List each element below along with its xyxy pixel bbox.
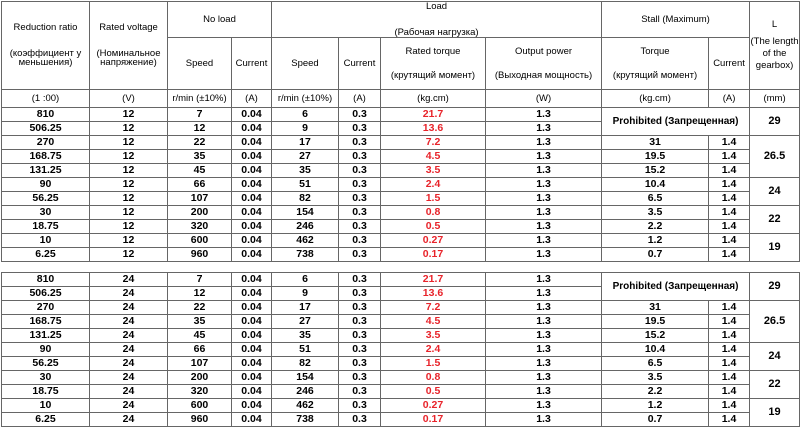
rated-torque-cell: 4.5 [381, 150, 486, 164]
load-speed-cell: 51 [272, 343, 339, 357]
no-load-current-cell: 0.04 [232, 329, 272, 343]
load-current-cell: 0.3 [339, 357, 381, 371]
length-cell: 29 [750, 108, 800, 136]
voltage-cell: 12 [90, 220, 168, 234]
table-row [2, 357, 800, 371]
no-load-current-cell: 0.04 [232, 108, 272, 122]
rated-torque-cell: 1.5 [381, 357, 486, 371]
output-power-cell: 1.3 [486, 329, 602, 343]
load-current-cell: 0.3 [339, 287, 381, 301]
table-row [2, 108, 800, 122]
load-speed-cell: 35 [272, 329, 339, 343]
output-power-cell: 1.3 [486, 136, 602, 150]
load-current-cell: 0.3 [339, 234, 381, 248]
rated-torque-cell: 13.6 [381, 122, 486, 136]
output-power-cell: 1.3 [486, 206, 602, 220]
load-current-cell: 0.3 [339, 136, 381, 150]
reduction-ratio-header [2, 2, 90, 90]
rated-torque-cell: 1.5 [381, 192, 486, 206]
ratio-cell: 10 [2, 234, 90, 248]
rated-torque-cell: 0.27 [381, 399, 486, 413]
table-row [2, 329, 800, 343]
no-load-speed-cell: 45 [168, 329, 232, 343]
load-speed-cell: 9 [272, 287, 339, 301]
stall-torque-cell: 0.7 [602, 248, 709, 262]
stall-current-cell: 1.4 [709, 315, 750, 329]
no-load-speed-cell: 600 [168, 399, 232, 413]
ratio-cell: 506.25 [2, 122, 90, 136]
unit-stall-torque: (kg.cm) [602, 90, 709, 108]
output-power-cell: 1.3 [486, 273, 602, 287]
load-current-cell: 0.3 [339, 315, 381, 329]
ratio-cell: 6.25 [2, 413, 90, 427]
ratio-cell: 56.25 [2, 192, 90, 206]
table-row [2, 343, 800, 357]
no-load-speed-cell: 107 [168, 192, 232, 206]
stall-current-cell: 1.4 [709, 301, 750, 315]
table-row [2, 248, 800, 262]
stall-torque-cell: 6.5 [602, 357, 709, 371]
voltage-cell: 24 [90, 287, 168, 301]
unit-no-load-speed: r/min (±10%) [168, 90, 232, 108]
no-load-current-cell: 0.04 [232, 301, 272, 315]
length-cell: 29 [750, 273, 800, 301]
load-current-cell: 0.3 [339, 164, 381, 178]
no-load-current-cell: 0.04 [232, 192, 272, 206]
rated-torque-cell: 0.27 [381, 234, 486, 248]
ratio-cell: 10 [2, 399, 90, 413]
unit-load-current: (A) [339, 90, 381, 108]
rated-torque-cell: 0.8 [381, 206, 486, 220]
stall-torque-cell: 19.5 [602, 315, 709, 329]
table-row [2, 301, 800, 315]
table-row [2, 220, 800, 234]
voltage-cell: 24 [90, 371, 168, 385]
no-load-current-cell: 0.04 [232, 164, 272, 178]
rated-voltage-title-ru: (Номинальное напряжение) [96, 47, 161, 69]
stall-torque-cell: 31 [602, 136, 709, 150]
voltage-cell: 24 [90, 301, 168, 315]
stall-current-cell: 1.4 [709, 399, 750, 413]
load-speed-cell: 17 [272, 136, 339, 150]
voltage-cell: 12 [90, 234, 168, 248]
unit-no-load-current: (A) [232, 90, 272, 108]
load-speed-cell: 246 [272, 220, 339, 234]
stall-torque-cell: 15.2 [602, 164, 709, 178]
stall-current-cell: 1.4 [709, 248, 750, 262]
load-title: Load [425, 1, 448, 12]
output-power-header [486, 38, 602, 90]
length-cell: 24 [750, 178, 800, 206]
length-cell: 24 [750, 343, 800, 371]
no-load-current-cell: 0.04 [232, 234, 272, 248]
output-power-title-ru: (Выходная мощность) [494, 69, 593, 81]
unit-rated-torque: (kg.cm) [381, 90, 486, 108]
load-current-cell: 0.3 [339, 150, 381, 164]
no-load-current-cell: 0.04 [232, 413, 272, 427]
load-speed-cell: 6 [272, 273, 339, 287]
no-load-header: No load [168, 2, 272, 38]
output-power-cell: 1.3 [486, 178, 602, 192]
load-current-cell: 0.3 [339, 248, 381, 262]
length-cell: 19 [750, 234, 800, 262]
voltage-cell: 12 [90, 122, 168, 136]
load-speed-cell: 154 [272, 371, 339, 385]
no-load-current-cell: 0.04 [232, 206, 272, 220]
ratio-cell: 131.25 [2, 329, 90, 343]
ratio-cell: 30 [2, 371, 90, 385]
no-load-speed-cell: 12 [168, 287, 232, 301]
stall-torque-cell: 3.5 [602, 371, 709, 385]
no-load-speed-cell: 12 [168, 122, 232, 136]
rated-torque-cell: 0.5 [381, 220, 486, 234]
output-power-cell: 1.3 [486, 234, 602, 248]
stall-current-cell: 1.4 [709, 150, 750, 164]
ratio-cell: 18.75 [2, 385, 90, 399]
length-cell: 19 [750, 399, 800, 427]
rated-torque-cell: 3.5 [381, 329, 486, 343]
load-speed-cell: 738 [272, 248, 339, 262]
load-speed-cell: 17 [272, 301, 339, 315]
load-speed-cell: 462 [272, 399, 339, 413]
length-title: L [771, 19, 778, 31]
no-load-speed-cell: 200 [168, 206, 232, 220]
load-speed-cell: 246 [272, 385, 339, 399]
load-current-cell: 0.3 [339, 192, 381, 206]
no-load-current-cell: 0.04 [232, 287, 272, 301]
output-power-cell: 1.3 [486, 315, 602, 329]
ratio-cell: 90 [2, 178, 90, 192]
no-load-current-cell: 0.04 [232, 399, 272, 413]
no-load-speed-cell: 22 [168, 301, 232, 315]
rated-torque-cell: 0.8 [381, 371, 486, 385]
voltage-cell: 12 [90, 178, 168, 192]
no-load-current-cell: 0.04 [232, 315, 272, 329]
ratio-cell: 6.25 [2, 248, 90, 262]
load-speed-cell: 82 [272, 192, 339, 206]
no-load-speed-cell: 960 [168, 413, 232, 427]
no-load-speed-cell: 107 [168, 357, 232, 371]
stall-current-cell: 1.4 [709, 357, 750, 371]
output-power-cell: 1.3 [486, 371, 602, 385]
no-load-speed-cell: 960 [168, 248, 232, 262]
output-power-cell: 1.3 [486, 413, 602, 427]
no-load-speed-cell: 200 [168, 371, 232, 385]
rated-torque-cell: 0.17 [381, 413, 486, 427]
output-power-cell: 1.3 [486, 385, 602, 399]
load-current-cell: 0.3 [339, 273, 381, 287]
output-power-cell: 1.3 [486, 399, 602, 413]
load-speed-cell: 738 [272, 413, 339, 427]
rated-torque-cell: 3.5 [381, 164, 486, 178]
stall-current-cell: 1.4 [709, 385, 750, 399]
length-cell: 26.5 [750, 301, 800, 343]
no-load-speed-cell: 35 [168, 315, 232, 329]
table-row [2, 164, 800, 178]
ratio-cell: 168.75 [2, 150, 90, 164]
table-row [2, 234, 800, 248]
rated-torque-cell: 0.5 [381, 385, 486, 399]
load-current-cell: 0.3 [339, 122, 381, 136]
output-power-cell: 1.3 [486, 150, 602, 164]
stall-torque-cell: 2.2 [602, 385, 709, 399]
stall-current-cell: 1.4 [709, 192, 750, 206]
no-load-speed-cell: 7 [168, 108, 232, 122]
output-power-cell: 1.3 [486, 122, 602, 136]
output-power-cell: 1.3 [486, 287, 602, 301]
load-speed-cell: 27 [272, 315, 339, 329]
stall-torque-cell: 10.4 [602, 178, 709, 192]
rated-torque-cell: 2.4 [381, 343, 486, 357]
no-load-speed-cell: 66 [168, 178, 232, 192]
rated-torque-header [381, 38, 486, 90]
length-cell: 26.5 [750, 136, 800, 178]
no-load-current-cell: 0.04 [232, 357, 272, 371]
load-current-cell: 0.3 [339, 329, 381, 343]
ratio-cell: 270 [2, 136, 90, 150]
load-speed-cell: 9 [272, 122, 339, 136]
voltage-cell: 12 [90, 136, 168, 150]
unit-stall-current: (A) [709, 90, 750, 108]
table-row [2, 150, 800, 164]
no-load-speed-cell: 45 [168, 164, 232, 178]
no-load-current-cell: 0.04 [232, 122, 272, 136]
rated-torque-cell: 7.2 [381, 136, 486, 150]
ratio-cell: 810 [2, 108, 90, 122]
no-load-speed-cell: 35 [168, 150, 232, 164]
load-current-header: Current [339, 38, 381, 90]
table-row [2, 178, 800, 192]
voltage-cell: 12 [90, 164, 168, 178]
prohibited-cell: Prohibited (Запрещенная) [602, 108, 750, 136]
load-speed-cell: 27 [272, 150, 339, 164]
voltage-cell: 24 [90, 329, 168, 343]
stall-torque-cell: 19.5 [602, 150, 709, 164]
reduction-ratio-title-ru: (коэффициент у меньшения) [9, 47, 82, 69]
table-row [2, 273, 800, 287]
output-power-cell: 1.3 [486, 301, 602, 315]
load-speed-cell: 462 [272, 234, 339, 248]
unit-output-power: (W) [486, 90, 602, 108]
load-current-cell: 0.3 [339, 108, 381, 122]
voltage-cell: 24 [90, 315, 168, 329]
no-load-current-cell: 0.04 [232, 385, 272, 399]
voltage-cell: 24 [90, 357, 168, 371]
stall-torque-title: Torque [640, 46, 670, 57]
stall-current-cell: 1.4 [709, 178, 750, 192]
load-speed-cell: 51 [272, 178, 339, 192]
table-row [2, 315, 800, 329]
no-load-current-cell: 0.04 [232, 371, 272, 385]
no-load-speed-header: Speed [168, 38, 232, 90]
stall-current-cell: 1.4 [709, 371, 750, 385]
load-current-cell: 0.3 [339, 220, 381, 234]
gear-motor-spec-table [1, 1, 800, 427]
no-load-current-cell: 0.04 [232, 273, 272, 287]
no-load-speed-cell: 600 [168, 234, 232, 248]
no-load-speed-cell: 22 [168, 136, 232, 150]
no-load-current-cell: 0.04 [232, 220, 272, 234]
voltage-cell: 24 [90, 343, 168, 357]
rated-torque-cell: 13.6 [381, 287, 486, 301]
stall-current-cell: 1.4 [709, 343, 750, 357]
rated-torque-cell: 4.5 [381, 315, 486, 329]
stall-torque-title-ru: (крутящий момент) [612, 69, 698, 81]
unit-ratio: (1 :00) [2, 90, 90, 108]
stall-current-cell: 1.4 [709, 234, 750, 248]
stall-torque-cell: 15.2 [602, 329, 709, 343]
load-speed-cell: 82 [272, 357, 339, 371]
ratio-cell: 90 [2, 343, 90, 357]
voltage-cell: 24 [90, 273, 168, 287]
load-title-ru: (Рабочая нагрузка) [394, 26, 479, 38]
no-load-speed-cell: 7 [168, 273, 232, 287]
stall-torque-cell: 31 [602, 301, 709, 315]
load-current-cell: 0.3 [339, 385, 381, 399]
voltage-cell: 24 [90, 399, 168, 413]
reduction-ratio-title: Reduction ratio [13, 22, 78, 34]
output-power-title: Output power [514, 46, 573, 57]
no-load-current-cell: 0.04 [232, 248, 272, 262]
rated-torque-cell: 7.2 [381, 301, 486, 315]
no-load-speed-cell: 66 [168, 343, 232, 357]
voltage-cell: 24 [90, 385, 168, 399]
length-cell: 22 [750, 371, 800, 399]
stall-torque-cell: 1.2 [602, 399, 709, 413]
table-row [2, 413, 800, 427]
unit-voltage: (V) [90, 90, 168, 108]
stall-current-cell: 1.4 [709, 413, 750, 427]
ratio-cell: 168.75 [2, 315, 90, 329]
table-row [2, 206, 800, 220]
unit-load-speed: r/min (±10%) [272, 90, 339, 108]
no-load-current-header: Current [232, 38, 272, 90]
rated-torque-cell: 2.4 [381, 178, 486, 192]
load-current-cell: 0.3 [339, 178, 381, 192]
load-speed-cell: 154 [272, 206, 339, 220]
no-load-current-cell: 0.04 [232, 343, 272, 357]
table-row [2, 136, 800, 150]
load-speed-header: Speed [272, 38, 339, 90]
prohibited-cell: Prohibited (Запрещенная) [602, 273, 750, 301]
load-current-cell: 0.3 [339, 371, 381, 385]
stall-torque-cell: 1.2 [602, 234, 709, 248]
output-power-cell: 1.3 [486, 357, 602, 371]
stall-current-cell: 1.4 [709, 329, 750, 343]
ratio-cell: 30 [2, 206, 90, 220]
stall-torque-cell: 0.7 [602, 413, 709, 427]
stall-current-cell: 1.4 [709, 206, 750, 220]
output-power-cell: 1.3 [486, 164, 602, 178]
voltage-cell: 12 [90, 248, 168, 262]
load-current-cell: 0.3 [339, 301, 381, 315]
voltage-cell: 12 [90, 108, 168, 122]
ratio-cell: 270 [2, 301, 90, 315]
ratio-cell: 131.25 [2, 164, 90, 178]
output-power-cell: 1.3 [486, 220, 602, 234]
rated-torque-cell: 0.17 [381, 248, 486, 262]
output-power-cell: 1.3 [486, 192, 602, 206]
stall-torque-cell: 3.5 [602, 206, 709, 220]
rated-torque-title-ru: (крутящий момент) [390, 69, 476, 81]
stall-torque-cell: 6.5 [602, 192, 709, 206]
rated-voltage-header [90, 2, 168, 90]
table-row [2, 399, 800, 413]
unit-length: (mm) [750, 90, 800, 108]
no-load-current-cell: 0.04 [232, 178, 272, 192]
voltage-cell: 24 [90, 413, 168, 427]
stall-torque-cell: 10.4 [602, 343, 709, 357]
load-speed-cell: 6 [272, 108, 339, 122]
stall-current-header: Current [709, 38, 750, 90]
output-power-cell: 1.3 [486, 108, 602, 122]
rated-torque-cell: 21.7 [381, 108, 486, 122]
ratio-cell: 18.75 [2, 220, 90, 234]
stall-torque-header [602, 38, 709, 90]
no-load-current-cell: 0.04 [232, 150, 272, 164]
stall-current-cell: 1.4 [709, 136, 750, 150]
table-row [2, 192, 800, 206]
output-power-cell: 1.3 [486, 343, 602, 357]
no-load-current-cell: 0.04 [232, 136, 272, 150]
length-cell: 22 [750, 206, 800, 234]
load-header [272, 2, 602, 38]
rated-voltage-title: Rated voltage [99, 22, 158, 34]
voltage-cell: 12 [90, 192, 168, 206]
ratio-cell: 810 [2, 273, 90, 287]
voltage-cell: 12 [90, 206, 168, 220]
rated-torque-cell: 21.7 [381, 273, 486, 287]
separator-cell [2, 262, 800, 273]
rated-torque-title: Rated torque [405, 46, 461, 57]
no-load-speed-cell: 320 [168, 385, 232, 399]
load-current-cell: 0.3 [339, 413, 381, 427]
load-current-cell: 0.3 [339, 399, 381, 413]
load-current-cell: 0.3 [339, 206, 381, 220]
table-row [2, 371, 800, 385]
block-separator [2, 262, 800, 273]
length-header [750, 2, 800, 90]
no-load-speed-cell: 320 [168, 220, 232, 234]
stall-current-cell: 1.4 [709, 220, 750, 234]
stall-header: Stall (Maximum) [602, 2, 750, 38]
load-speed-cell: 35 [272, 164, 339, 178]
ratio-cell: 506.25 [2, 287, 90, 301]
table-row [2, 385, 800, 399]
stall-torque-cell: 2.2 [602, 220, 709, 234]
output-power-cell: 1.3 [486, 248, 602, 262]
stall-current-cell: 1.4 [709, 164, 750, 178]
load-current-cell: 0.3 [339, 343, 381, 357]
length-title-desc: (The length of the gearbox) [750, 36, 799, 71]
voltage-cell: 12 [90, 150, 168, 164]
ratio-cell: 56.25 [2, 357, 90, 371]
